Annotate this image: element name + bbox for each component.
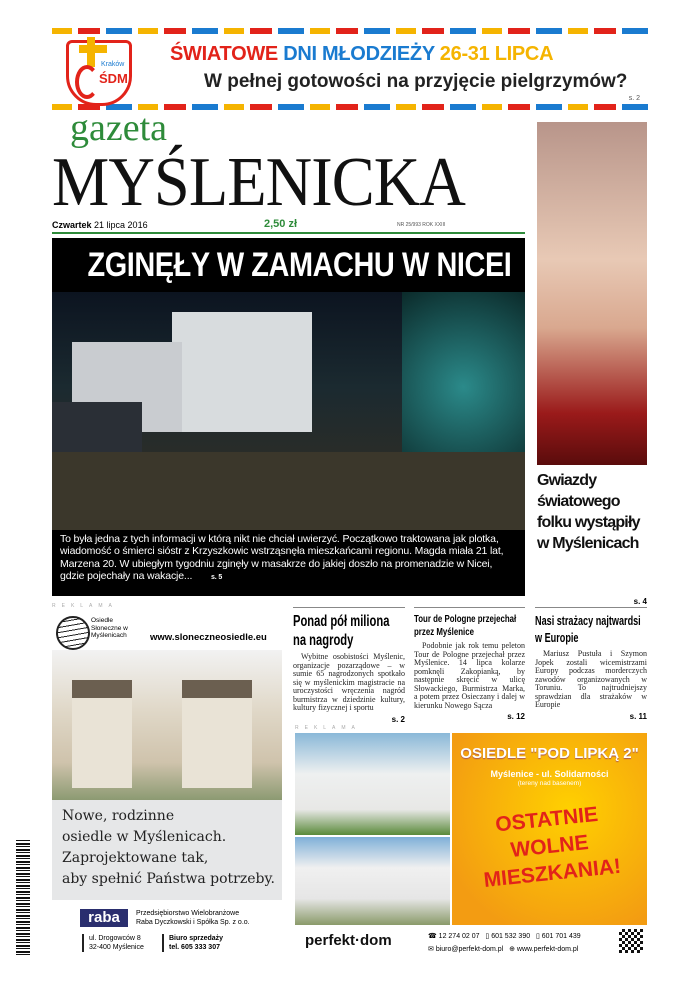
barcode-icon [16,840,30,955]
article-nagrody[interactable]: Ponad pół miliona na nagrody Wybitne osobistości Myślenic, organizacje pozarządowe – w sumie 65 nagrodzonych spotkało się w myślenickim magistracie na uroczystości wręczenia nagród burmistrza w dziedzinie kultury, kultury fizycznej i sportu s. 2 [293,607,405,724]
side-headline[interactable]: Gwiazdy światowego folku wystąpiły w Myślenicach [537,472,640,552]
sdm-logo: Kraków ŚDM [66,40,132,106]
ad1-slogan-box: Nowe, rodzinne osiedle w Myślenicach. Zaprojektowane tak, aby spełnić Państwa potrzeby. [52,800,282,900]
sdm-banner[interactable]: Kraków ŚDM ŚWIATOWE DNI MŁODZIEŻY 26-31 LIPCA W pełnej gotowości na przyjęcie pielgrzymów? s. 2 [52,28,648,110]
masthead-title: MYŚLENICKA [52,144,465,221]
masthead-gazeta: gazeta [70,107,168,149]
lead-text: To była jedna z tych informacji w którą nikt nie chciał uwierzyć. Początkowo traktowana jak plotka, wiadomość o śmierci sióstr z Krzyszkowic wstrząsnęła mieszkańcami regionu. Magda miała 21 lat, Marzena 20. W ubiegłym tygodniu zginęły w masakrze do jakiej doszło na promenadzie w Nicei, gdzie pojechały na wakacje... [60,533,504,583]
lead-headline-bar[interactable] [52,238,525,292]
lead-photo-nice-truck [52,292,525,530]
article-headline: Tour de Pologne przejechał przez Myślenice [414,613,517,638]
banner-title: ŚWIATOWE DNI MŁODZIEŻY 26-31 LIPCA [170,43,554,65]
date-line: Czwartek 21 lipca 2016 2,50 zł NR 25/993 ROK XXIII [52,220,525,234]
price: 2,50 zł [264,218,298,230]
article-strazacy[interactable]: Nasi strażacy najtwardsi w Europie Mariusz Pustuła i Szymon Jopek zostali wicemistrzami Europy podczas morderczych zawodów organizowanych w Toruniu. To najtrudniejszy sprawdzian dla strażaków w Europie s. 11 [535,607,647,721]
side-photo-folk-dancer [537,122,647,465]
ad1-url[interactable]: www.sloneczneosiedle.eu [150,632,267,643]
ad1-photo-buildings [52,650,282,800]
banner-subtitle: W pełnej gotowości na przyjęcie pielgrzymów? [204,71,628,92]
ad2-orange-panel: OSIEDLE "POD LIPKĄ 2" Myślenice - ul. Solidarności (tereny nad basenem) OSTATNIE WOLNE MIESZKANIA! [452,733,647,925]
ad2-photo-bottom [295,837,450,925]
perfekt-dom-logo: perfekt·dom [305,932,392,949]
article-headline: Nasi strażacy najtwardsi w Europie [535,613,641,645]
issue-number: NR 25/993 ROK XXIII [397,222,446,228]
ad-osiedle-sloneczne[interactable]: Osiedle Słoneczne w Myślenicach www.sloneczneosiedle.eu Nowe, rodzinne osiedle w Myślenicach. Zaprojektowane tak, aby spełnić Państwa potrzeby. raba Przedsiębiorstwo Wielobranżowe Raba Dyczkowski i Spółka Sp. z o.o. ul. Drogowców 8 32-400 Myślenice Biuro sprzedaży tel. 605 333 307 [52,612,282,958]
raba-logo: raba [80,909,128,927]
ad-pod-lipka[interactable]: OSIEDLE "POD LIPKĄ 2" Myślenice - ul. Solidarności (tereny nad basenem) OSTATNIE WOLNE MIESZKANIA! perfekt·dom ☎ 12 274 02 07 ▯ 601 532 390 ▯ 601 701 439 ✉ biuro@perfekt-dom.pl ⊕ www.perfekt-dom.pl [295,733,647,958]
osiedle-logo-icon [56,616,90,650]
ad2-photo-top [295,733,450,835]
lead-headline: ZGINĘŁY W ZAMACHU W NICEI [87,246,512,284]
lead-page: s. 5 [211,574,223,582]
qr-code-icon [619,929,643,953]
lead-text-box[interactable] [52,530,525,596]
article-headline: Ponad pół miliona na nagrody [293,613,390,649]
article-tour-de-pologne[interactable]: Tour de Pologne przejechał przez Myślenice Podobnie jak rok temu peleton Tour de Pologne przejechał przez Myślenice. 14 lipca kolarze pomknęli Zakopianką, by następnie skręcić w ulicę Słowackiego, Burmistrza Marka, a potem przez Osieczany i dalej w kierunku Nowego Sącza s. 12 [414,607,525,721]
